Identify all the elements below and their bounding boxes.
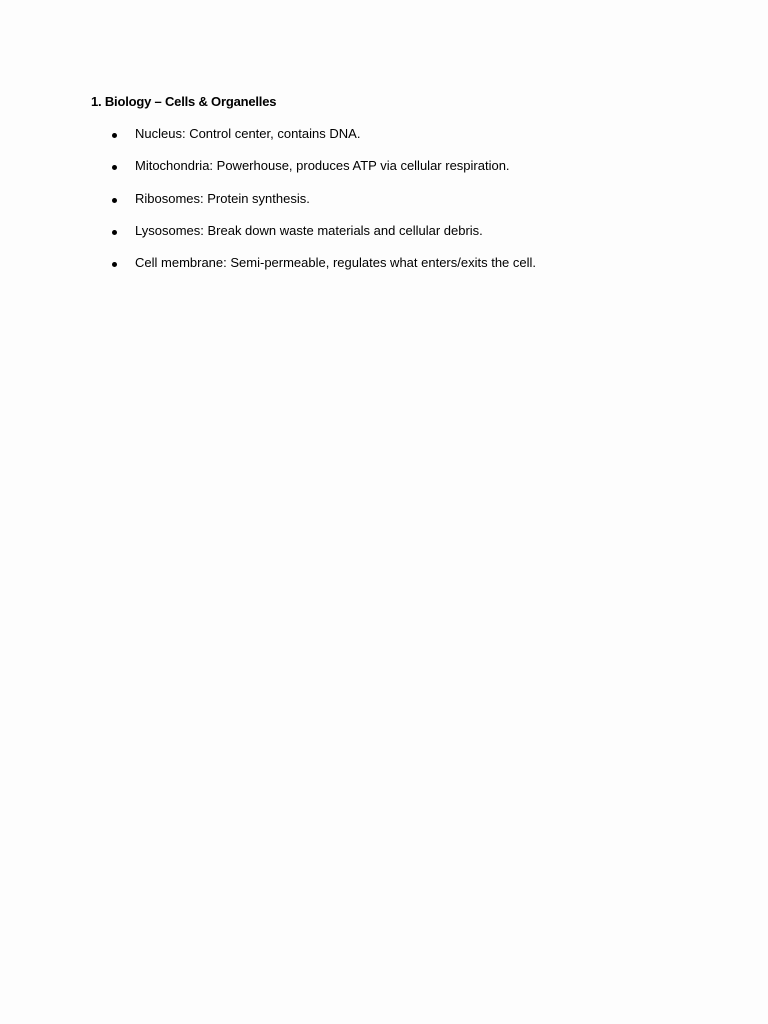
list-item bbox=[0, 157, 700, 189]
list-item-text: Ribosomes: Protein synthesis. bbox=[135, 190, 310, 206]
list-item bbox=[0, 254, 700, 286]
list-item-text: Nucleus: Control center, contains DNA. bbox=[135, 126, 361, 141]
bullet-icon bbox=[112, 133, 117, 138]
bullet-icon bbox=[112, 262, 117, 267]
bullet-icon bbox=[112, 165, 117, 170]
list-item bbox=[0, 125, 700, 157]
organelle-list bbox=[0, 125, 700, 286]
list-item-text: Cell membrane: Semi-permeable, regulates what enters/exits the cell. bbox=[135, 255, 537, 271]
bullet-icon bbox=[112, 198, 117, 203]
section-heading: 1. Biology – Cells & Organelles bbox=[91, 94, 277, 109]
list-item bbox=[0, 190, 700, 222]
list-item-text: Lysosomes: Break down waste materials and cellular debris. bbox=[135, 222, 483, 238]
list-item-text: Mitochondria: Powerhouse, produces ATP via cellular respiration. bbox=[135, 158, 510, 174]
list-item bbox=[0, 222, 700, 254]
bullet-icon bbox=[112, 230, 117, 235]
